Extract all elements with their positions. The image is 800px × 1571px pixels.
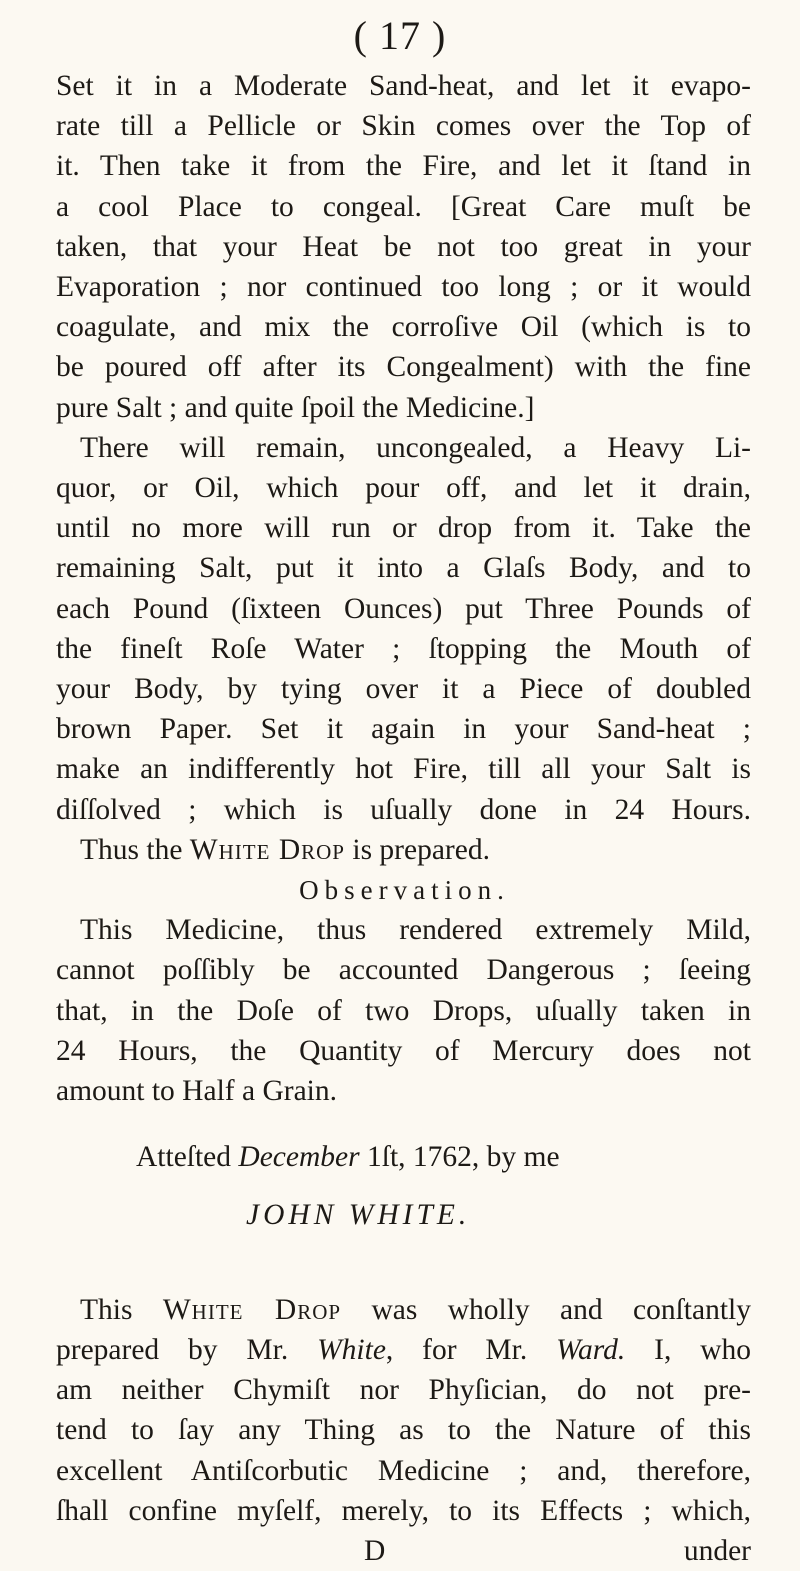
- text-line: a cool Place to congeal. [Great Care muſt be: [56, 190, 751, 223]
- white-drop-smallcaps: White Drop: [189, 833, 345, 866]
- text-line: that, in the Doſe of two Drops, uſually taken in: [56, 994, 751, 1027]
- attestation-month: December: [238, 1141, 360, 1174]
- text-fragment: 1ſt, 1762, by me: [367, 1141, 560, 1174]
- text-line: rate till a Pellicle or Skin comes over the Top of: [56, 110, 751, 143]
- text-line: Set it in a Moderate Sand-heat, and let it evapo-: [56, 70, 751, 102]
- text-line: There will remain, uncongealed, a Heavy Li-: [80, 431, 751, 464]
- text-line: coagulate, and mix the corroſive Oil (which is to: [56, 311, 751, 344]
- text-fragment: Thus the: [80, 833, 183, 866]
- text-line: until no more will run or drop from it. Take the: [56, 512, 751, 545]
- page-number: ( 17 ): [353, 13, 447, 58]
- text-line: amount to Half a Grain.: [56, 1075, 337, 1108]
- paragraph-closing: [56, 1290, 751, 1571]
- catchword: under: [683, 1534, 751, 1567]
- signature-mark: D: [364, 1534, 386, 1567]
- paragraph-evaporation: [56, 66, 751, 428]
- text-line: ſhall confine myſelf, merely, to its Effects ; which,: [56, 1494, 751, 1527]
- text-fragment: Atteſted: [136, 1141, 232, 1174]
- text-fragment: was wholly and conſtantly: [371, 1293, 751, 1326]
- text-line: [56, 830, 751, 870]
- text-line: it. Then take it from the Fire, and let it ſtand in: [56, 150, 751, 183]
- text-line: brown Paper. Set it again in your Sand-heat ;: [56, 713, 751, 746]
- text-fragment: , for Mr.: [385, 1333, 528, 1366]
- attestation-line: [56, 1137, 751, 1177]
- text-line: This Medicine, thus rendered extremely Mild,: [80, 914, 751, 947]
- page-body: [56, 66, 751, 1571]
- text-line: am neither Chymiſt nor Phyſician, do not pre-: [56, 1374, 751, 1407]
- text-line: cannot poſſibly be accounted Dangerous ; ſeeing: [56, 954, 751, 987]
- text-fragment: This: [80, 1293, 133, 1326]
- signature: JOHN WHITE.: [246, 1199, 471, 1232]
- text-line: be poured off after its Congealment) with the fine: [56, 351, 751, 384]
- name-white: White: [317, 1333, 386, 1366]
- text-line: remaining Salt, put it into a Glaſs Body, and to: [56, 552, 751, 585]
- text-line: pure Salt ; and quite ſpoil the Medicine.]: [56, 391, 535, 424]
- text-line: tend to ſay any Thing as to the Nature of this: [56, 1414, 751, 1447]
- text-line: your Body, by tying over it a Piece of doubled: [56, 673, 751, 706]
- text-line: 24 Hours, the Quantity of Mercury does not: [56, 1034, 751, 1067]
- text-line: Evaporation ; nor continued too long ; or it would: [56, 271, 751, 304]
- text-line: [56, 1290, 751, 1330]
- text-line: quor, or Oil, which pour off, and let it drain,: [56, 472, 751, 505]
- name-ward: Ward.: [556, 1333, 626, 1366]
- page-footer: [56, 1531, 751, 1571]
- text-line: diſſolved ; which is uſually done in 24 Hours.: [56, 793, 751, 826]
- text-line: excellent Antiſcorbutic Medicine ; and, therefore,: [56, 1454, 751, 1487]
- observation-heading: Observation.: [299, 875, 510, 906]
- text-line: taken, that your Heat be not too great in your: [56, 230, 751, 263]
- text-fragment: is prepared.: [352, 833, 490, 866]
- text-line: [56, 1330, 751, 1370]
- white-drop-smallcaps: White Drop: [162, 1293, 342, 1326]
- text-fragment: prepared by Mr.: [56, 1333, 289, 1366]
- text-line: the fineſt Roſe Water ; ſtopping the Mouth of: [56, 632, 751, 665]
- text-fragment: I, who: [654, 1333, 752, 1366]
- spacer: [56, 1236, 751, 1290]
- paragraph-remaining-salt: [56, 428, 751, 870]
- text-line: make an indifferently hot Fire, till all your Salt is: [56, 753, 751, 786]
- paragraph-observation: [56, 910, 751, 1111]
- text-line: each Pound (ſixteen Ounces) put Three Pounds of: [56, 592, 751, 625]
